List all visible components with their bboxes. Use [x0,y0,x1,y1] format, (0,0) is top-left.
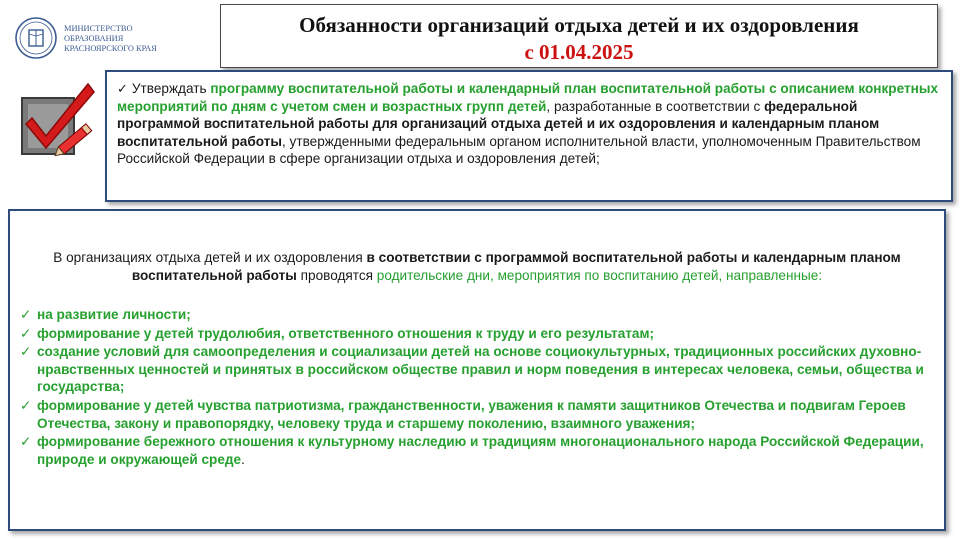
list-end-dot: . [241,451,245,467]
slide-title-box [220,4,938,68]
check-bullet-icon: ✓ [20,325,32,341]
list-item-text: на развитие личности; [37,307,191,322]
requirement-text [117,80,941,168]
requirement-approval: , утвержденными федеральным органом исполнительной власти, уполномоченным Правительством Российской Федерации в сфере организации отдыха и оздоровления детей; [117,133,921,167]
list-item-text: создание условий для самоопределения и социализации детей на основе социокультурных, традиционных российских духовно-нравственных ценностей и принятых в российском обществе правил и норм поведения в интересах человека, семьи, общества и государства; [37,344,924,395]
list-item-text: формирование у детей трудолюбия, ответственного отношения к труду и его результатам; [37,325,655,341]
list-item [20,397,934,432]
list-item-text: формирование бережного отношения к культурному наследию и традициям многонационального народа Российской Федерации, природе и окружающей среде [37,434,924,467]
requirement-federal-program: федеральной программой воспитательной работы для организаций отдыха детей и их оздоровления и календарным планом воспитательной работы [117,98,880,149]
activities-intro [20,249,934,284]
intro-part: проводятся [296,267,377,283]
ministry-name [64,24,157,54]
requirement-connector: , разработанные в соответствии с [546,98,765,114]
check-bullet-icon: ✓ [20,397,32,413]
check-bullet-icon: ✓ [20,307,32,322]
activities-list [20,306,934,469]
intro-bold: в соответствии с программой воспитательной работы и календарным планом воспитательной работы [131,250,901,283]
intro-green: родительские дни, мероприятия по воспитанию детей, направленные: [376,267,823,283]
ministry-logo [14,16,184,60]
requirement-verb: Утверждать [131,81,211,96]
ministry-emblem-icon [14,16,58,60]
intro-part: В организациях отдыха детей и их оздоровления [53,250,367,265]
check-bullet-icon: ✓ [20,344,32,360]
list-item-text: формирование у детей чувства патриотизма, гражданственности, уважения к памяти защитников Отечества и подвигам Героев Отечества, закону и правопорядку, человеку труда и старшему поколению, взаимного уважения; [37,397,906,431]
list-item [20,433,934,468]
checkbox-pencil-icon [18,80,96,166]
logo-line: ОБРАЗОВАНИЯ [64,34,124,43]
slide-date: с 01.04.2025 [524,40,634,64]
check-bullet-icon: ✓ [20,434,32,450]
slide-title: Обязанности организаций отдыха детей и их оздоровления [299,13,859,37]
logo-line: КРАСНОЯРСКОГО КРАЯ [64,44,157,53]
list-item [20,306,934,324]
requirement-program: программу воспитательной работы и календарный план воспитательной работы с описанием конкретных мероприятий по дням с учетом смен и возрастных групп детей [117,81,939,114]
logo-line: МИНИСТЕРСТВО [64,24,133,33]
requirement-box [105,70,953,202]
list-item [20,325,934,343]
activities-box [8,209,946,531]
list-item [20,343,934,396]
check-mark-icon: ✓ [117,81,128,96]
